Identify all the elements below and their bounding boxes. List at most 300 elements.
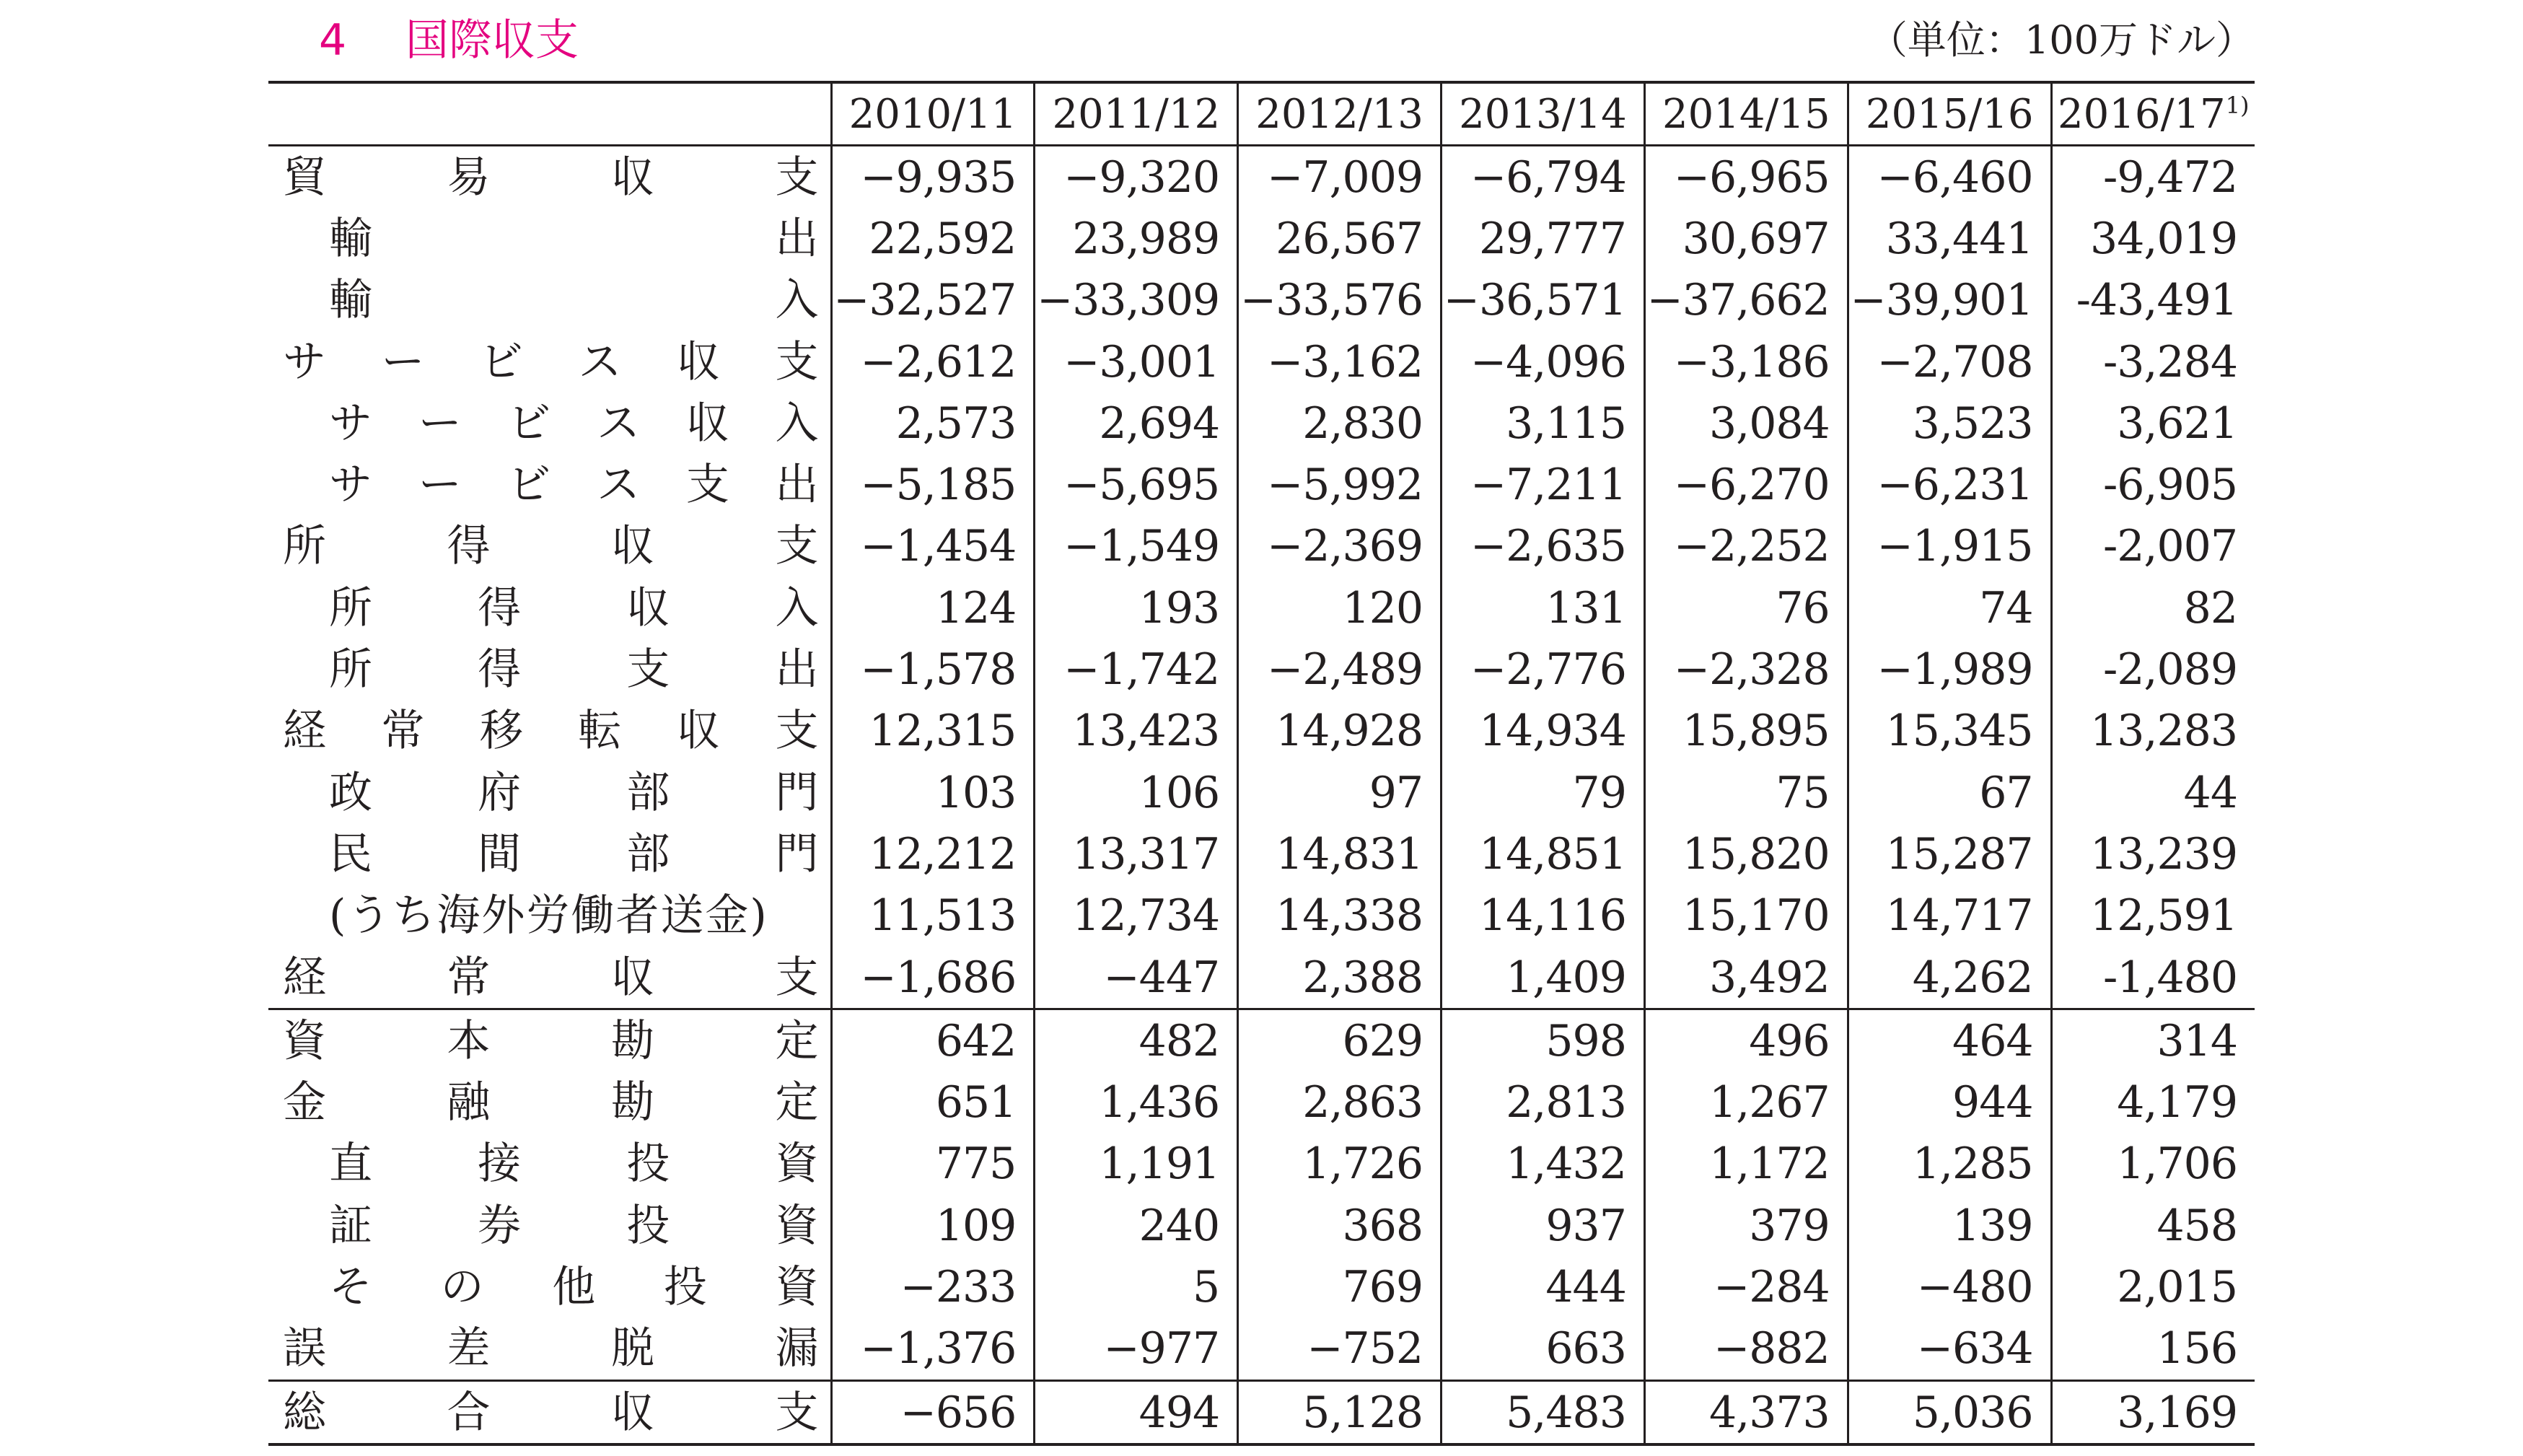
value-cell: 629 [1238, 1009, 1442, 1072]
value-cell: −6,965 [1644, 146, 1848, 209]
value-cell: −882 [1644, 1318, 1848, 1381]
value-cell: 15,895 [1644, 701, 1848, 762]
label-char: 金 [283, 1077, 326, 1128]
value-cell: −1,454 [831, 516, 1035, 577]
value-cell: 598 [1442, 1009, 1645, 1072]
table-row [268, 331, 2255, 392]
table-row [268, 1071, 2255, 1133]
value-cell: 12,734 [1035, 885, 1238, 947]
row-label [283, 1077, 819, 1128]
label-char: 出 [775, 460, 819, 511]
label-char: 総 [283, 1387, 326, 1438]
value-cell: −1,578 [831, 639, 1035, 700]
column-header-label: 2012/13 [1255, 90, 1423, 138]
value-cell: 13,239 [2051, 823, 2255, 885]
value-cell: -9,472 [2051, 146, 2255, 209]
value-cell: −977 [1035, 1318, 1238, 1381]
value-cell: 156 [2051, 1318, 2255, 1381]
label-char: 接 [478, 1139, 522, 1190]
column-header [1035, 82, 1238, 146]
column-header [1442, 82, 1645, 146]
column-header-label: 2010/11 [848, 90, 1017, 138]
value-cell: −752 [1238, 1318, 1442, 1381]
label-char: 出 [775, 213, 819, 264]
value-cell: −2,328 [1644, 639, 1848, 700]
label-char: 支 [775, 521, 819, 572]
value-cell: −2,612 [831, 331, 1035, 392]
row-label-cell [268, 146, 831, 209]
table-row [268, 454, 2255, 515]
value-cell: 12,315 [831, 701, 1035, 762]
value-cell: −4,096 [1442, 331, 1645, 392]
value-cell: 120 [1238, 577, 1442, 639]
table-row [268, 577, 2255, 639]
value-cell: −1,742 [1035, 639, 1238, 700]
label-char: 入 [775, 398, 819, 449]
row-label [283, 952, 819, 1003]
value-cell: 2,694 [1035, 392, 1238, 454]
label-char: 合 [447, 1387, 491, 1438]
value-cell: -6,905 [2051, 454, 2255, 515]
table-header [268, 82, 2255, 146]
row-label [283, 521, 819, 572]
value-cell: −7,211 [1442, 454, 1645, 515]
label-char: の [440, 1261, 484, 1312]
value-cell: 379 [1644, 1195, 1848, 1256]
value-cell: −3,186 [1644, 331, 1848, 392]
value-cell: 937 [1442, 1195, 1645, 1256]
value-cell: 2,015 [2051, 1256, 2255, 1317]
label-char: 投 [626, 1200, 670, 1251]
label-char: 得 [478, 644, 522, 696]
value-cell: 1,726 [1238, 1133, 1442, 1195]
label-char: 入 [775, 275, 819, 326]
value-cell: −7,009 [1238, 146, 1442, 209]
table-row [268, 639, 2255, 700]
value-cell: −480 [1848, 1256, 2051, 1317]
value-cell: −36,571 [1442, 270, 1645, 331]
row-label-cell [268, 1380, 831, 1444]
label-char: ー [418, 460, 462, 511]
section-title [319, 6, 579, 75]
value-cell: 26,567 [1238, 208, 1442, 269]
label-char: ス [578, 336, 622, 387]
row-label-cell [268, 516, 831, 577]
label-char: 易 [447, 152, 491, 203]
row-label [329, 213, 819, 264]
value-cell: -1,480 [2051, 947, 2255, 1009]
label-char: 誤 [283, 1323, 326, 1374]
label-char: 常 [381, 706, 425, 757]
label-char: 移 [480, 706, 523, 757]
value-cell: 482 [1035, 1009, 1238, 1072]
value-cell: 458 [2051, 1195, 2255, 1256]
label-char: 常 [447, 952, 491, 1003]
label-char: サ [283, 336, 326, 387]
value-cell: 13,283 [2051, 701, 2255, 762]
value-cell: −656 [831, 1380, 1035, 1444]
label-char: 支 [626, 644, 670, 696]
section-title-text: 国際収支 [405, 15, 579, 66]
label-char: 得 [447, 521, 491, 572]
value-cell: 15,820 [1644, 823, 1848, 885]
value-cell: 444 [1442, 1256, 1645, 1317]
column-header [1238, 82, 1442, 146]
value-cell: 1,267 [1644, 1071, 1848, 1133]
label-char: 転 [578, 706, 622, 757]
value-cell: −37,662 [1644, 270, 1848, 331]
value-cell: 2,830 [1238, 392, 1442, 454]
label-char: 間 [478, 828, 522, 880]
label-char: 貿 [283, 152, 326, 203]
value-cell: 368 [1238, 1195, 1442, 1256]
value-cell: 1,191 [1035, 1133, 1238, 1195]
label-char: 府 [478, 767, 522, 818]
value-cell: 3,621 [2051, 392, 2255, 454]
value-cell: −6,231 [1848, 454, 2051, 515]
section-number: 4 [319, 15, 347, 66]
value-cell: −2,635 [1442, 516, 1645, 577]
value-cell: 23,989 [1035, 208, 1238, 269]
column-header-label: 2014/15 [1662, 90, 1830, 138]
value-cell: 1,706 [2051, 1133, 2255, 1195]
table-row [268, 947, 2255, 1009]
row-label-cell [268, 701, 831, 762]
label-char: 収 [685, 398, 729, 449]
value-cell: 240 [1035, 1195, 1238, 1256]
row-label-cell [268, 392, 831, 454]
row-label [329, 460, 819, 511]
label-char: 差 [447, 1323, 491, 1374]
row-label-cell [268, 270, 831, 331]
row-label-cell [268, 454, 831, 515]
value-cell: 4,262 [1848, 947, 2051, 1009]
value-cell: 314 [2051, 1009, 2255, 1072]
header-row [268, 82, 2255, 146]
value-cell: 109 [831, 1195, 1035, 1256]
column-header [1644, 82, 1848, 146]
row-label [283, 1015, 819, 1066]
label-char: 輸 [329, 213, 372, 264]
table-row [268, 146, 2255, 209]
value-cell: -2,089 [2051, 639, 2255, 700]
value-cell: 1,432 [1442, 1133, 1645, 1195]
value-cell: 1,409 [1442, 947, 1645, 1009]
label-char: そ [329, 1261, 372, 1312]
value-cell: 1,285 [1848, 1133, 2051, 1195]
value-cell: 30,697 [1644, 208, 1848, 269]
value-cell: 14,934 [1442, 701, 1645, 762]
value-cell: −1,376 [831, 1318, 1035, 1381]
row-label [329, 1139, 819, 1190]
row-label-cell [268, 1256, 831, 1317]
value-cell: 3,084 [1644, 392, 1848, 454]
value-cell: 14,831 [1238, 823, 1442, 885]
value-cell: 14,928 [1238, 701, 1442, 762]
row-label: (うち海外労働者送金) [329, 890, 768, 942]
table-row [268, 516, 2255, 577]
value-cell: 12,212 [831, 823, 1035, 885]
label-char: 投 [663, 1261, 707, 1312]
row-label-cell [268, 885, 831, 947]
value-cell: 15,170 [1644, 885, 1848, 947]
label-char: 所 [329, 582, 372, 633]
value-cell: −9,320 [1035, 146, 1238, 209]
value-cell: 2,388 [1238, 947, 1442, 1009]
value-cell: 4,179 [2051, 1071, 2255, 1133]
value-cell: −6,270 [1644, 454, 1848, 515]
table-row [268, 1256, 2255, 1317]
value-cell: -2,007 [2051, 516, 2255, 577]
value-cell: 5,036 [1848, 1380, 2051, 1444]
label-char: 勘 [611, 1015, 654, 1066]
value-cell: −2,489 [1238, 639, 1442, 700]
table-row [268, 1195, 2255, 1256]
label-char: 他 [552, 1261, 596, 1312]
value-cell: 4,373 [1644, 1380, 1848, 1444]
value-cell: 103 [831, 762, 1035, 823]
row-label-cell [268, 639, 831, 700]
label-char: 支 [775, 952, 819, 1003]
column-header-label: 2016/17 [2058, 90, 2226, 138]
label-char: 所 [329, 644, 372, 696]
value-cell: 34,019 [2051, 208, 2255, 269]
table-row [268, 823, 2255, 885]
value-cell: 139 [1848, 1195, 2051, 1256]
table-row [268, 208, 2255, 269]
row-label [329, 1200, 819, 1251]
label-char: ビ [480, 336, 523, 387]
value-cell: −2,369 [1238, 516, 1442, 577]
value-cell: 14,338 [1238, 885, 1442, 947]
value-cell: −1,915 [1848, 516, 2051, 577]
label-char: 支 [685, 460, 729, 511]
label-char: 資 [775, 1139, 819, 1190]
value-cell: 106 [1035, 762, 1238, 823]
value-cell: −6,794 [1442, 146, 1645, 209]
value-cell: 3,169 [2051, 1380, 2255, 1444]
label-char: 収 [677, 336, 720, 387]
label-char: 収 [611, 1387, 654, 1438]
row-label-cell [268, 1318, 831, 1381]
label-char: 経 [283, 952, 326, 1003]
table-row [268, 762, 2255, 823]
row-label [283, 152, 819, 203]
column-header-label: 2015/16 [1865, 90, 2034, 138]
value-cell: −39,901 [1848, 270, 2051, 331]
value-cell: 22,592 [831, 208, 1035, 269]
row-label [283, 1387, 819, 1438]
value-cell: 3,115 [1442, 392, 1645, 454]
label-char: サ [329, 460, 372, 511]
value-cell: 2,863 [1238, 1071, 1442, 1133]
value-cell: 775 [831, 1133, 1035, 1195]
value-cell: −3,162 [1238, 331, 1442, 392]
value-cell: 124 [831, 577, 1035, 639]
value-cell: −1,686 [831, 947, 1035, 1009]
label-char: ビ [507, 398, 551, 449]
row-label [329, 275, 819, 326]
row-label-cell [268, 947, 831, 1009]
label-char: 投 [626, 1139, 670, 1190]
row-label-cell [268, 577, 831, 639]
table-row [268, 1318, 2255, 1381]
label-char: 入 [775, 582, 819, 633]
label-char: ビ [507, 460, 551, 511]
value-cell: 67 [1848, 762, 2051, 823]
row-label-cell [268, 762, 831, 823]
table-row [268, 392, 2255, 454]
label-char: 収 [611, 521, 654, 572]
row-label-cell [268, 208, 831, 269]
value-cell: −33,576 [1238, 270, 1442, 331]
table-row [268, 270, 2255, 331]
value-cell: -43,491 [2051, 270, 2255, 331]
column-header [2051, 82, 2255, 146]
label-char: 輸 [329, 275, 372, 326]
row-label-cell [268, 1071, 831, 1133]
value-cell: 1,172 [1644, 1133, 1848, 1195]
value-cell: −1,989 [1848, 639, 2051, 700]
value-cell: -3,284 [2051, 331, 2255, 392]
value-cell: 642 [831, 1009, 1035, 1072]
header-corner [268, 82, 831, 146]
value-cell: −3,001 [1035, 331, 1238, 392]
title-row [268, 6, 2255, 75]
value-cell: 29,777 [1442, 208, 1645, 269]
value-cell: 651 [831, 1071, 1035, 1133]
label-char: 政 [329, 767, 372, 818]
label-char: 所 [283, 521, 326, 572]
label-char: 支 [775, 152, 819, 203]
row-label [329, 767, 819, 818]
label-char: 漏 [775, 1323, 819, 1374]
table-row [268, 1380, 2255, 1444]
label-char: 証 [329, 1200, 372, 1251]
value-cell: 33,441 [1848, 208, 2051, 269]
row-label [329, 1261, 819, 1312]
value-cell: −33,309 [1035, 270, 1238, 331]
value-cell: 13,317 [1035, 823, 1238, 885]
value-cell: −5,185 [831, 454, 1035, 515]
value-cell: 5,483 [1442, 1380, 1645, 1444]
value-cell: 464 [1848, 1009, 2051, 1072]
column-header [1848, 82, 2051, 146]
value-cell: 1,436 [1035, 1071, 1238, 1133]
column-header-label: 2011/12 [1052, 90, 1221, 138]
label-char: 部 [626, 767, 670, 818]
label-char: 資 [775, 1200, 819, 1251]
row-label-cell [268, 1195, 831, 1256]
label-char: 収 [626, 582, 670, 633]
label-char: 資 [283, 1015, 326, 1066]
label-char: 資 [775, 1261, 819, 1312]
value-cell: 5,128 [1238, 1380, 1442, 1444]
value-cell: −9,935 [831, 146, 1035, 209]
value-cell: 5 [1035, 1256, 1238, 1317]
value-cell: −2,708 [1848, 331, 2051, 392]
value-cell: −1,549 [1035, 516, 1238, 577]
table-row [268, 701, 2255, 762]
label-char: 部 [626, 828, 670, 880]
value-cell: 14,851 [1442, 823, 1645, 885]
value-cell: 12,591 [2051, 885, 2255, 947]
value-cell: 2,813 [1442, 1071, 1645, 1133]
balance-of-payments-table [268, 81, 2255, 1446]
value-cell: 75 [1644, 762, 1848, 823]
value-cell: −447 [1035, 947, 1238, 1009]
value-cell: 11,513 [831, 885, 1035, 947]
row-label [329, 644, 819, 696]
label-char: 融 [447, 1077, 491, 1128]
value-cell: 769 [1238, 1256, 1442, 1317]
value-cell: 496 [1644, 1009, 1848, 1072]
label-char: 定 [775, 1015, 819, 1066]
table-body [268, 146, 2255, 1445]
row-label [329, 828, 819, 880]
label-char: 脱 [611, 1323, 654, 1374]
row-label [283, 336, 819, 387]
table-row [268, 885, 2255, 947]
row-label-cell [268, 331, 831, 392]
value-cell: 663 [1442, 1318, 1645, 1381]
label-char: 本 [447, 1015, 491, 1066]
label-char: 得 [478, 582, 522, 633]
table-row [268, 1133, 2255, 1195]
value-cell: −233 [831, 1256, 1035, 1317]
value-cell: −634 [1848, 1318, 2051, 1381]
label-char: 経 [283, 706, 326, 757]
label-char: ー [418, 398, 462, 449]
row-label-cell [268, 1009, 831, 1072]
label-char: 門 [775, 767, 819, 818]
value-cell: −284 [1644, 1256, 1848, 1317]
column-header [831, 82, 1035, 146]
value-cell: 14,116 [1442, 885, 1645, 947]
label-char: 民 [329, 828, 372, 880]
label-char: 出 [775, 644, 819, 696]
label-char: サ [329, 398, 372, 449]
value-cell: 82 [2051, 577, 2255, 639]
value-cell: −5,695 [1035, 454, 1238, 515]
value-cell: 15,345 [1848, 701, 2051, 762]
unit-note: （単位：100万ドル） [1868, 17, 2255, 63]
value-cell: 944 [1848, 1071, 2051, 1133]
label-char: 収 [611, 152, 654, 203]
row-label [329, 582, 819, 633]
row-label [329, 398, 819, 449]
label-char: 券 [478, 1200, 522, 1251]
value-cell: 74 [1848, 577, 2051, 639]
value-cell: 193 [1035, 577, 1238, 639]
value-cell: 2,573 [831, 392, 1035, 454]
value-cell: −5,992 [1238, 454, 1442, 515]
column-footnote-mark: 1) [2225, 91, 2250, 119]
value-cell: −6,460 [1848, 146, 2051, 209]
value-cell: −2,776 [1442, 639, 1645, 700]
row-label-cell [268, 1133, 831, 1195]
column-header-label: 2013/14 [1459, 90, 1627, 138]
row-label-cell [268, 823, 831, 885]
value-cell: 3,523 [1848, 392, 2051, 454]
row-label [283, 1323, 819, 1374]
label-char: 勘 [611, 1077, 654, 1128]
value-cell: 15,287 [1848, 823, 2051, 885]
label-char: ー [381, 336, 425, 387]
row-label [283, 706, 819, 757]
label-char: 門 [775, 828, 819, 880]
value-cell: 494 [1035, 1380, 1238, 1444]
